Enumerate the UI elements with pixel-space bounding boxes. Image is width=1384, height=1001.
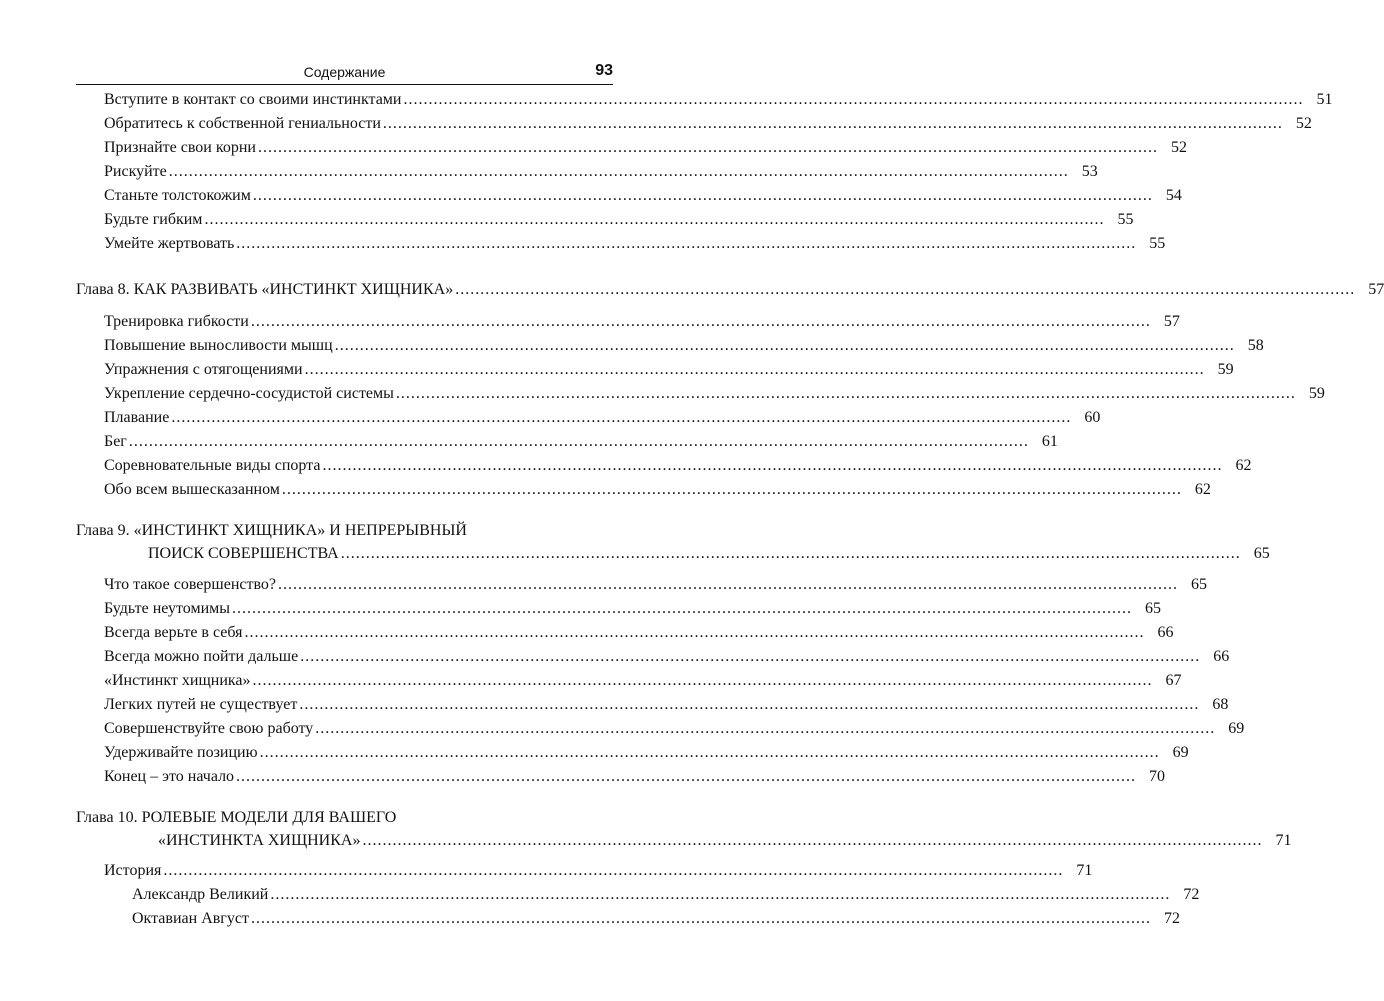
toc-entry-label: Октавиан Август [132,910,249,927]
dot-leader: .................................................................................................................................................................................... [252,187,1153,204]
dot-leader: .................................................................................................................................................................................... [163,862,1064,879]
toc-entry [104,211,1134,233]
toc-entry-page: 61 [1041,433,1058,450]
toc-entry-label: Будьте гибким [104,211,203,228]
toc-entry-label: Укрепление сердечно-сосудистой системы [104,385,394,402]
chapter-title: «ИНСТИНКТА ХИЩНИКА» [158,832,361,849]
chapter-heading [76,281,1384,303]
toc-entry [104,576,1208,598]
dot-leader: .................................................................................................................................................................................... [270,886,1171,903]
toc-entry-label: Повышение выносливости мышц [104,337,333,354]
toc-entry-page: 65 [1191,576,1208,593]
toc-entry-label: Александр Великий [132,886,269,903]
toc-entry [104,187,1182,209]
toc-entry-page: 62 [1235,457,1252,474]
toc-entry-page: 66 [1213,648,1230,665]
toc-entry [132,910,1180,932]
dot-leader: .................................................................................................................................................................................... [322,457,1223,474]
toc-entry-label: Умейте жертвовать [104,235,235,252]
toc-entry-label: Рискуйте [104,163,167,180]
toc-entry-page: 59 [1308,385,1325,402]
toc-entry-page: 62 [1194,481,1211,498]
chapter-page: 65 [1253,545,1270,562]
chapter-heading [158,832,1292,854]
dot-leader: .................................................................................................................................................................................... [171,409,1072,426]
toc-entry-label: Обо всем вышесказанном [104,481,280,498]
dot-leader: .................................................................................................................................................................................... [334,337,1235,354]
toc-entry [104,361,1234,383]
toc-entry [104,235,1166,257]
dot-leader: .................................................................................................................................................................................... [281,481,1182,498]
toc-entry [104,672,1182,694]
toc-entry [104,313,1180,335]
toc-entry-page: 71 [1076,862,1093,879]
toc-entry [104,115,1312,137]
toc-entry-label: Станьте толстокожим [104,187,251,204]
toc-entry [132,886,1200,908]
toc-entry-label: Вступите в контакт со своими инстинктами [104,91,402,108]
dot-leader: .................................................................................................................................................................................... [382,115,1283,132]
dot-leader: .................................................................................................................................................................................... [278,576,1179,593]
toc-entry-label: Плавание [104,409,170,426]
dot-leader: .................................................................................................................................................................................... [395,385,1296,402]
dot-leader: .................................................................................................................................................................................... [168,163,1069,180]
toc-entry [104,696,1229,718]
toc-entry [104,624,1174,646]
toc-entry-page: 55 [1117,211,1134,228]
toc-entry-page: 60 [1084,409,1101,426]
dot-leader: .................................................................................................................................................................................... [250,910,1151,927]
toc-entry [104,385,1325,407]
toc-entry [104,139,1187,161]
dot-leader: .................................................................................................................................................................................... [252,672,1153,689]
toc-entry-page: 54 [1165,187,1182,204]
toc-entry-label: Легких путей не существует [104,696,298,713]
toc-entry-page: 52 [1295,115,1312,132]
toc-entry-page: 66 [1157,624,1174,641]
toc-entry-page: 69 [1228,720,1245,737]
toc-entry-page: 52 [1170,139,1187,156]
chapter-title: Глава 10. РОЛЕВЫЕ МОДЕЛИ ДЛЯ ВАШЕГО [76,809,397,826]
toc-entry-page: 72 [1183,886,1200,903]
toc-entry-page: 65 [1145,600,1162,617]
toc-entry-label: Всегда можно пойти дальше [104,648,299,665]
toc-entry [104,481,1211,503]
toc-entry [104,720,1245,742]
dot-leader: .................................................................................................................................................................................... [204,211,1105,228]
toc-entry-page: 59 [1217,361,1234,378]
toc-entry [104,91,1333,113]
toc-entry-label: Удерживайте позицию [104,744,258,761]
toc-entry-page: 57 [1163,313,1180,330]
running-header [76,62,613,85]
toc-entry [104,648,1230,670]
toc-entry [104,457,1252,479]
toc-entry-label: Всегда верьте в себя [104,624,243,641]
toc-entry-label: Совершенствуйте свою работу [104,720,314,737]
toc-entry [104,409,1101,431]
dot-leader: .................................................................................................................................................................................... [244,624,1145,641]
dot-leader: .................................................................................................................................................................................... [315,720,1216,737]
chapter-title: Глава 8. КАК РАЗВИВАТЬ «ИНСТИНКТ ХИЩНИКА» [76,281,454,298]
dot-leader: .................................................................................................................................................................................... [340,545,1241,562]
toc-entry-label: Признайте свои корни [104,139,256,156]
toc-entry-label: Бег [104,433,127,450]
toc-entry-label: История [104,862,162,879]
dot-leader: .................................................................................................................................................................................... [403,91,1304,108]
toc-entry-label: Будьте неутомимы [104,600,231,617]
toc-entry [104,600,1162,622]
toc-entry [104,433,1058,455]
toc-entry-label: Тренировка гибкости [104,313,249,330]
chapter-title: Глава 9. «ИНСТИНКТ ХИЩНИКА» И НЕПРЕРЫВНЫЙ [76,522,467,539]
dot-leader: .................................................................................................................................................................................... [232,600,1133,617]
toc-entry-page: 72 [1163,910,1180,927]
chapter-heading [148,545,1270,567]
dot-leader: .................................................................................................................................................................................... [455,281,1356,298]
toc-entry-page: 53 [1081,163,1098,180]
toc-entry-label: Упражнения с отягощениями [104,361,303,378]
toc-entry-label: Что такое совершенство? [104,576,277,593]
dot-leader: .................................................................................................................................................................................... [259,744,1160,761]
dot-leader: .................................................................................................................................................................................... [304,361,1205,378]
toc-entry [104,163,1098,185]
toc-entry-page: 67 [1165,672,1182,689]
running-header-title: Содержание [303,64,386,80]
toc-entry-page: 51 [1316,91,1333,108]
dot-leader: .................................................................................................................................................................................... [128,433,1029,450]
toc-entry [104,768,1166,790]
chapter-page: 71 [1275,832,1292,849]
dot-leader: .................................................................................................................................................................................... [236,768,1137,785]
toc-entry-page: 55 [1149,235,1166,252]
toc-entry-page: 70 [1149,768,1166,785]
toc-entry-label: Обратитесь к собственной гениальности [104,115,381,132]
dot-leader: .................................................................................................................................................................................... [300,648,1201,665]
toc-entry-label: Соревновательные виды спорта [104,457,321,474]
toc-entry-page: 58 [1247,337,1264,354]
dot-leader: .................................................................................................................................................................................... [250,313,1151,330]
chapter-page: 57 [1368,281,1384,298]
toc-entry-label: «Инстинкт хищника» [104,672,251,689]
chapter-title: ПОИСК СОВЕРШЕНСТВА [148,545,339,562]
toc-entry-page: 68 [1212,696,1229,713]
page-number: 93 [595,62,613,79]
dot-leader: .................................................................................................................................................................................... [362,832,1263,849]
toc-entry [104,744,1189,766]
dot-leader: .................................................................................................................................................................................... [257,139,1158,156]
toc-entry-label: Конец – это начало [104,768,235,785]
toc-entry [104,337,1264,359]
toc-entry-page: 69 [1172,744,1189,761]
dot-leader: .................................................................................................................................................................................... [299,696,1200,713]
toc-entry [104,862,1093,884]
dot-leader: .................................................................................................................................................................................... [236,235,1137,252]
